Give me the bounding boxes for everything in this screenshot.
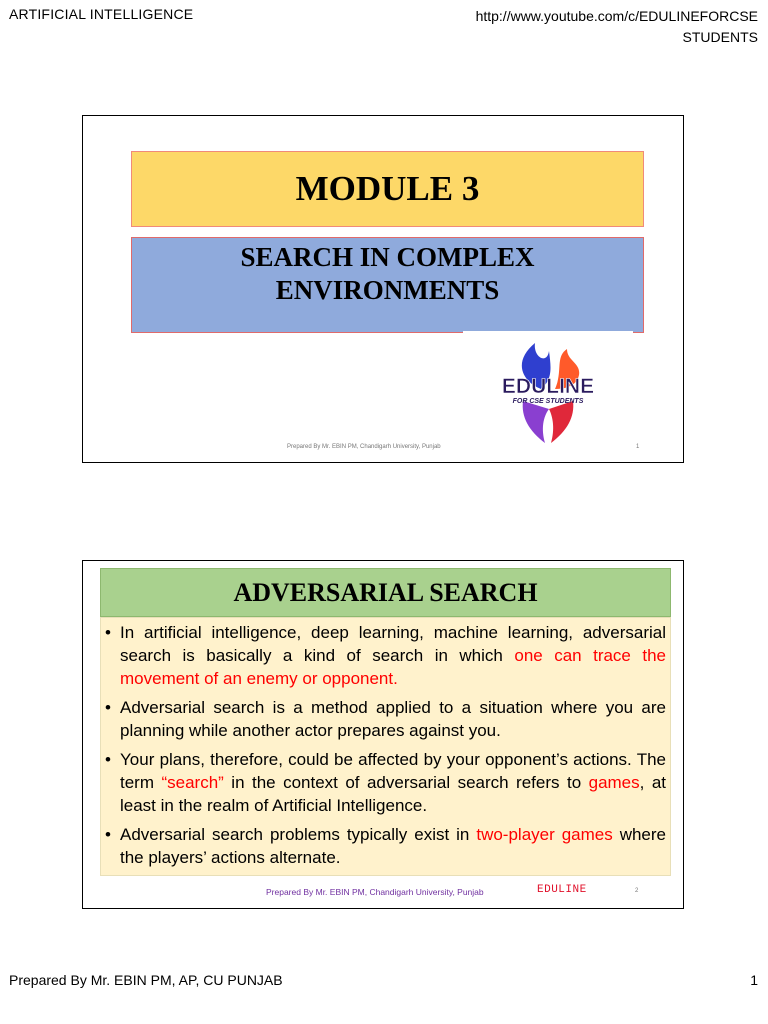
bullet-dot-icon: • [105, 750, 111, 769]
eduline-logo-tagline: FOR CSE STUDENTS [512, 398, 584, 405]
eduline-logo [463, 331, 633, 451]
page-header-url-line2: STUDENTS [682, 29, 758, 45]
page-footer-page-number: 1 [750, 972, 758, 988]
page-header-title: ARTIFICIAL INTELLIGENCE [9, 6, 194, 22]
slide-1-title-box [131, 151, 644, 227]
slide-1-subtitle-line2: ENVIRONMENTS [275, 275, 500, 305]
bullet-item [105, 696, 666, 742]
bullet-dot-icon: • [105, 623, 111, 642]
highlighted-text: one can trace the movement of an enemy or opponent. [120, 646, 666, 688]
bullet-dot-icon: • [105, 698, 111, 717]
slide-1 [82, 115, 684, 463]
bullet-text: Your plans, therefore, could be affected by your opponent’s actions. The term [120, 750, 666, 792]
slide-1-number: 1 [636, 444, 640, 450]
bullet-item [105, 748, 666, 817]
slide-2-title: ADVERSARIAL SEARCH [233, 577, 538, 607]
page-footer-author: Prepared By Mr. EBIN PM, AP, CU PUNJAB [9, 972, 283, 988]
slide-2 [82, 560, 684, 909]
slide-2-footer-text: Prepared By Mr. EBIN PM, Chandigarh University, Punjab [266, 887, 484, 897]
page-header-url-line1: http://www.youtube.com/c/EDULINEFORCSE [475, 8, 758, 24]
bullet-text: where the players’ actions alternate. [120, 825, 667, 867]
highlighted-text: games [588, 773, 640, 792]
bullet-text: Adversarial search problems typically exist in [120, 825, 477, 844]
highlighted-text: two-player games [476, 825, 613, 844]
slide-1-subtitle-line1: SEARCH IN COMPLEX [240, 242, 535, 272]
eduline-logo-text: EDULINE [501, 375, 595, 398]
page-header-url [476, 6, 758, 48]
bullet-text: in the context of adversarial search refers to [223, 773, 589, 792]
slide-1-footer-text: Prepared By Mr. EBIN PM, Chandigarh University, Punjab [287, 444, 441, 450]
bullet-item [105, 823, 666, 869]
bullet-dot-icon: • [105, 825, 111, 844]
slide-2-footer-brand: EDULINE [537, 884, 587, 896]
bullet-text: In artificial intelligence, deep learning, machine learning, adversarial search is basically a kind of search in which [120, 623, 666, 665]
highlighted-text: “search” [161, 773, 224, 792]
bullet-text: Adversarial search is a method applied to a situation where you are planning while another actor prepares against you. [120, 698, 666, 740]
slide-2-body [100, 617, 671, 876]
bullet-text: , at least in the realm of Artificial Intelligence. [120, 773, 666, 815]
slide-1-subtitle-box [131, 237, 644, 333]
slide-2-title-box [100, 568, 671, 617]
slide-1-title: MODULE 3 [295, 169, 480, 208]
bullet-item [105, 621, 666, 690]
slide-2-number: 2 [635, 888, 639, 894]
